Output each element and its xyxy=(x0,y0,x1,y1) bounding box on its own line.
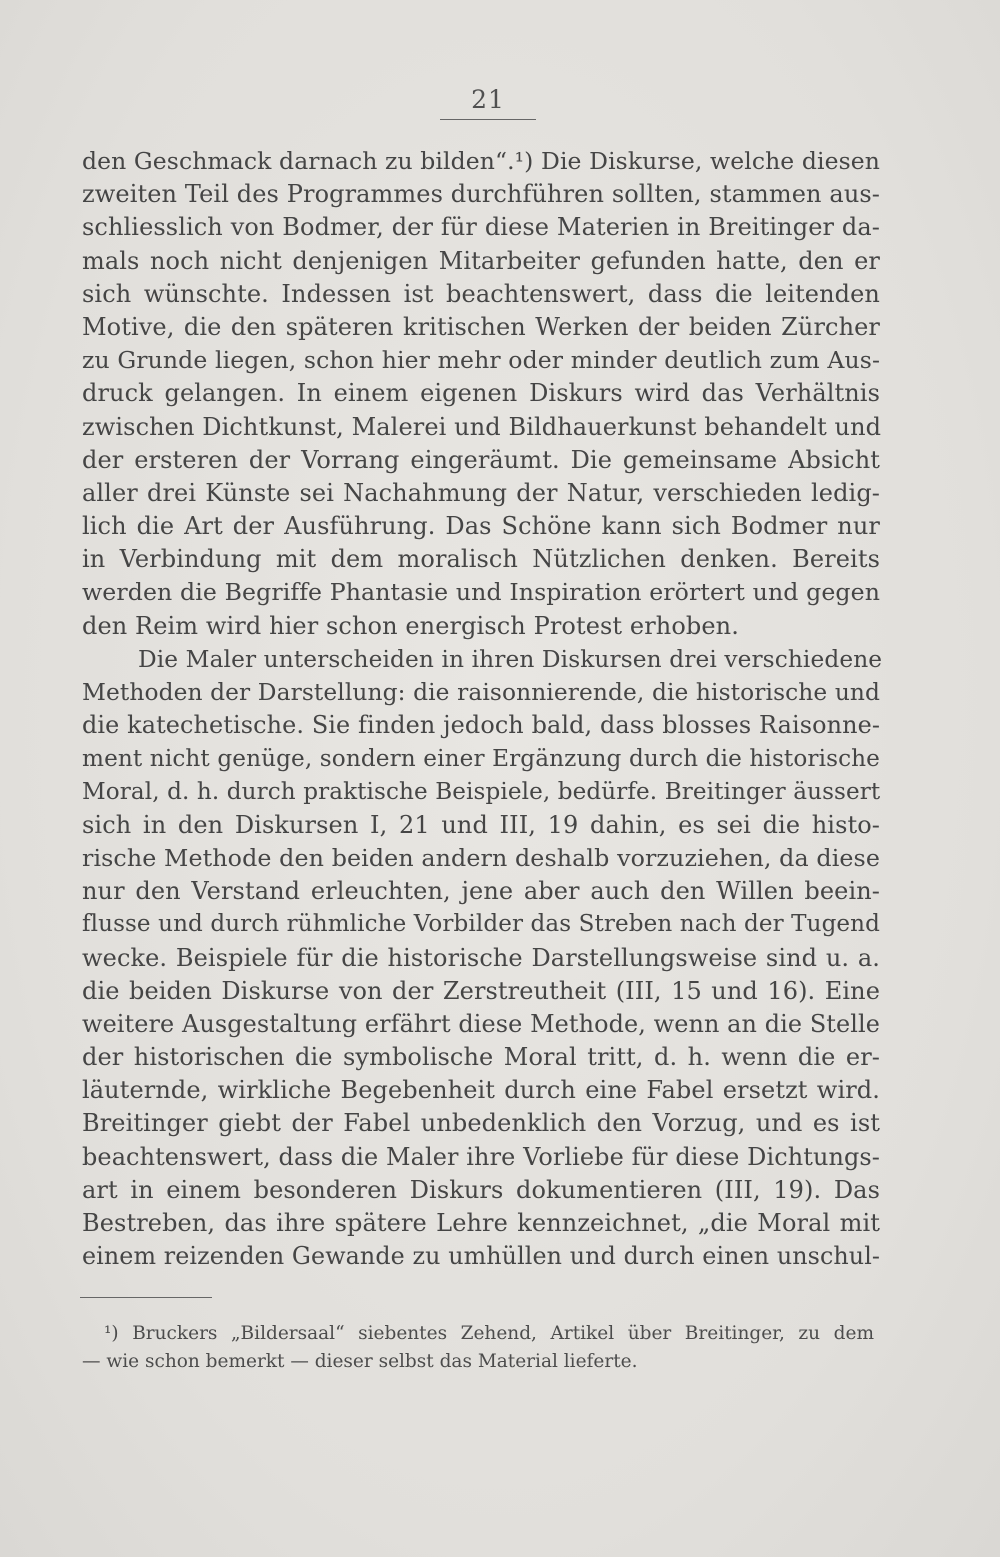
text-line: Motive, die den späteren kritischen Werken der beiden Zürcher xyxy=(82,312,880,341)
text-line: zweiten Teil des Programmes durchführen sollten, stammen aus- xyxy=(82,180,880,209)
text-line: Moral, d. h. durch praktische Beispiele, bedürfe. Breitinger äussert xyxy=(82,778,881,805)
text-line: lich die Art der Ausführung. Das Schöne kann sich Bodmer nur xyxy=(82,512,880,541)
text-line: wecke. Beispiele für die historische Darstellungsweise sind u. a. xyxy=(82,943,880,972)
text-line: sich in den Diskursen I, 21 und III, 19 dahin, es sei die histo- xyxy=(82,810,880,839)
footnotes xyxy=(82,1320,874,1376)
text-line: zwischen Dichtkunst, Malerei und Bildhauerkunst behandelt und xyxy=(82,412,882,441)
text-line: werden die Begriffe Phantasie und Inspiration erörtert und gegen xyxy=(82,578,880,607)
text-line: den Reim wird hier schon energisch Protest erhoben. xyxy=(82,611,739,640)
text-line: in Verbindung mit dem moralisch Nützlichen denken. Bereits xyxy=(82,545,880,574)
text-line: die beiden Diskurse von der Zerstreutheit (III, 15 und 16). Eine xyxy=(82,976,880,1005)
body-text xyxy=(82,145,883,1273)
footnote-line: — wie schon bemerkt — dieser selbst das Material lieferte. xyxy=(82,1351,638,1372)
text-line: sich wünschte. Indessen ist beachtenswert, dass die leitenden xyxy=(82,279,880,308)
text-line: Breitinger giebt der Fabel unbedenklich den Vorzug, und es ist xyxy=(82,1109,880,1138)
text-line: art in einem besonderen Diskurs dokumentieren (III, 19). Das xyxy=(82,1175,880,1204)
text-line: schliesslich von Bodmer, der für diese Materien in Breitinger da- xyxy=(82,213,880,242)
text-line: Bestreben, das ihre spätere Lehre kennzeichnet, „die Moral mit xyxy=(82,1209,880,1237)
footnote-line: ¹) Bruckers „Bildersaal“ siebentes Zehend, Artikel über Breitinger, zu dem xyxy=(104,1323,874,1344)
footnote-rule xyxy=(80,1297,212,1298)
page-number: 21 xyxy=(471,85,505,114)
text-line: beachtenswert, dass die Maler ihre Vorliebe für diese Dichtungs- xyxy=(82,1142,880,1171)
header-rule xyxy=(440,119,536,120)
text-line: ment nicht genüge, sondern einer Ergänzung durch die historische xyxy=(82,745,880,773)
text-line: flusse und durch rühmliche Vorbilder das Streben nach der Tugend xyxy=(82,911,880,938)
text-line: nur den Verstand erleuchten, jene aber auch den Willen beein- xyxy=(82,877,880,906)
text-line: läuternde, wirkliche Begebenheit durch eine Fabel ersetzt wird. xyxy=(82,1076,880,1105)
text-line: zu Grunde liegen, schon hier mehr oder minder deutlich zum Aus- xyxy=(82,346,881,375)
text-line: den Geschmack darnach zu bilden“.¹) Die Diskurse, welche diesen xyxy=(82,147,880,175)
text-line: rische Methode den beiden andern deshalb vorzuziehen, da diese xyxy=(82,843,880,872)
text-line: Methoden der Darstellung: die raisonnierende, die historische und xyxy=(82,679,881,706)
text-line: der historischen die symbolische Moral tritt, d. h. wenn die er- xyxy=(82,1043,880,1072)
text-line: der ersteren der Vorrang eingeräumt. Die gemeinsame Absicht xyxy=(82,445,880,474)
text-line: mals noch nicht denjenigen Mitarbeiter gefunden hatte, den er xyxy=(82,246,880,275)
text-line: aller drei Künste sei Nachahmung der Natur, verschieden ledig- xyxy=(82,478,880,507)
text-line: Die Maler unterscheiden in ihren Diskursen drei verschiedene xyxy=(138,645,883,673)
text-line: einem reizenden Gewande zu umhüllen und durch einen unschul- xyxy=(82,1242,881,1271)
text-line: druck gelangen. In einem eigenen Diskurs wird das Verhältnis xyxy=(82,379,880,408)
text-line: weitere Ausgestaltung erfährt diese Methode, wenn an die Stelle xyxy=(82,1009,880,1038)
text-line: die katechetische. Sie finden jedoch bald, dass blosses Raisonne- xyxy=(82,711,880,740)
